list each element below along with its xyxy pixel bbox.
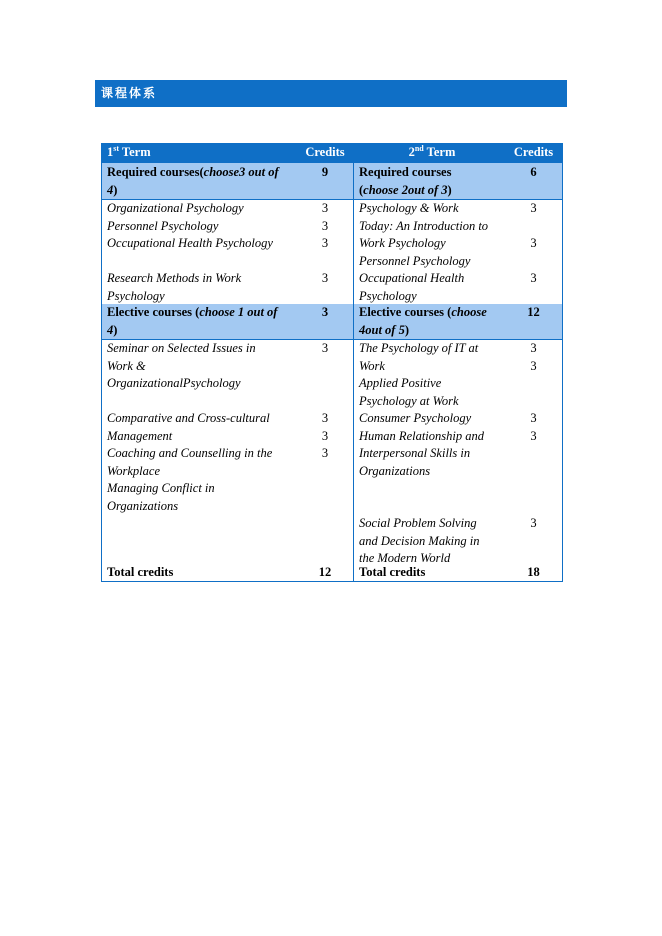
term1-total-label: Total credits — [107, 565, 174, 579]
term2-required-label: Required courses (choose 2out of 3) — [359, 165, 452, 197]
list-item: Personnel Psychology — [359, 253, 471, 268]
list-item: Workplace — [107, 463, 160, 478]
term1-elective-credits: 3 — [321, 305, 329, 319]
term1-elective-label: Elective courses (choose 1 out of 4) — [107, 305, 278, 337]
term2-elective-course-credits — [505, 340, 562, 533]
term1-elective-course-credits — [297, 340, 353, 463]
list-item: Applied Positive — [359, 376, 442, 390]
term2-elective-courses — [359, 340, 505, 568]
list-item: Organizational Psychology — [107, 201, 244, 215]
term1-required-label: Required courses(choose3 out of 4) — [107, 165, 279, 197]
list-item: Consumer Psychology — [359, 411, 472, 425]
term2-total-label: Total credits — [359, 565, 426, 579]
list-item: Psychology & Work — [359, 201, 459, 215]
table-header-row — [102, 144, 562, 163]
required-course-list-row — [102, 200, 562, 304]
term1-required-credits: 9 — [321, 165, 329, 179]
credit-value: 3 — [530, 341, 537, 355]
list-item: Human Relationship and — [359, 428, 484, 443]
total-credits-row — [102, 564, 562, 582]
list-item: Interpersonal Skills in — [359, 446, 471, 460]
list-item: Psychology — [107, 288, 165, 303]
list-item: Management — [107, 428, 173, 443]
term1-header: 1st Term — [107, 143, 151, 159]
section-title: 课程体系 — [95, 80, 567, 107]
credit-value: 3 — [321, 271, 329, 285]
credit-value: 3 — [530, 271, 537, 285]
required-courses-row — [102, 163, 562, 200]
term2-header: 2nd Term — [408, 143, 456, 159]
credit-value: 3 — [321, 428, 329, 443]
list-item: Psychology at Work — [359, 393, 459, 408]
elective-courses-row — [102, 304, 562, 340]
credit-value: 3 — [321, 201, 329, 215]
list-item: Psychology — [359, 288, 417, 303]
credit-value: 3 — [530, 516, 537, 530]
list-item: Work Psychology — [359, 236, 446, 250]
credit-value: 3 — [530, 358, 537, 373]
credit-value: 3 — [530, 201, 537, 215]
credit-value: 3 — [321, 218, 329, 233]
list-item: the Modern World — [359, 551, 451, 565]
credit-value: 3 — [530, 411, 537, 425]
list-item: Today: An Introduction to — [359, 218, 489, 233]
list-item: and Decision Making in — [359, 533, 480, 548]
term1-required-courses — [107, 200, 297, 305]
elective-course-list-row — [102, 340, 562, 565]
term2-credits-header: Credits — [513, 145, 554, 159]
list-item: The Psychology of IT at — [359, 341, 479, 355]
term2-elective-label: Elective courses (choose 4out of 5) — [359, 305, 487, 337]
list-item: Organizations — [359, 463, 431, 478]
list-item: Research Methods in Work — [107, 271, 242, 285]
list-item: Managing Conflict in — [107, 481, 215, 495]
list-item: Coaching and Counselling in the — [107, 446, 273, 460]
term1-credits-header: Credits — [305, 145, 345, 159]
list-item: Social Problem Solving — [359, 516, 477, 530]
list-item: Work — [359, 358, 385, 373]
term2-required-course-credits — [505, 200, 562, 288]
term2-required-credits: 6 — [530, 165, 537, 179]
credit-value: 3 — [530, 236, 537, 250]
term1-elective-courses — [107, 340, 297, 515]
column-divider — [353, 144, 354, 581]
term2-total-value: 18 — [527, 565, 540, 579]
credit-value: 3 — [321, 236, 329, 250]
credit-value: 3 — [530, 428, 537, 443]
credit-value: 3 — [321, 446, 329, 460]
list-item: Occupational Health — [359, 271, 465, 285]
term2-elective-credits: 12 — [527, 305, 540, 319]
list-item: Work & — [107, 358, 146, 373]
term1-required-course-credits — [297, 200, 353, 288]
credit-value: 3 — [321, 341, 329, 355]
credit-value: 3 — [321, 411, 329, 425]
list-item: Comparative and Cross-cultural — [107, 411, 270, 425]
list-item: Organizations — [107, 498, 179, 513]
list-item: Occupational Health Psychology — [107, 236, 273, 250]
list-item: OrganizationalPsychology — [107, 376, 241, 390]
curriculum-table — [101, 143, 563, 582]
list-item: Seminar on Selected Issues in — [107, 341, 256, 355]
list-item: Personnel Psychology — [107, 218, 219, 233]
term1-total-value: 12 — [318, 565, 332, 579]
term2-required-courses — [359, 200, 505, 305]
